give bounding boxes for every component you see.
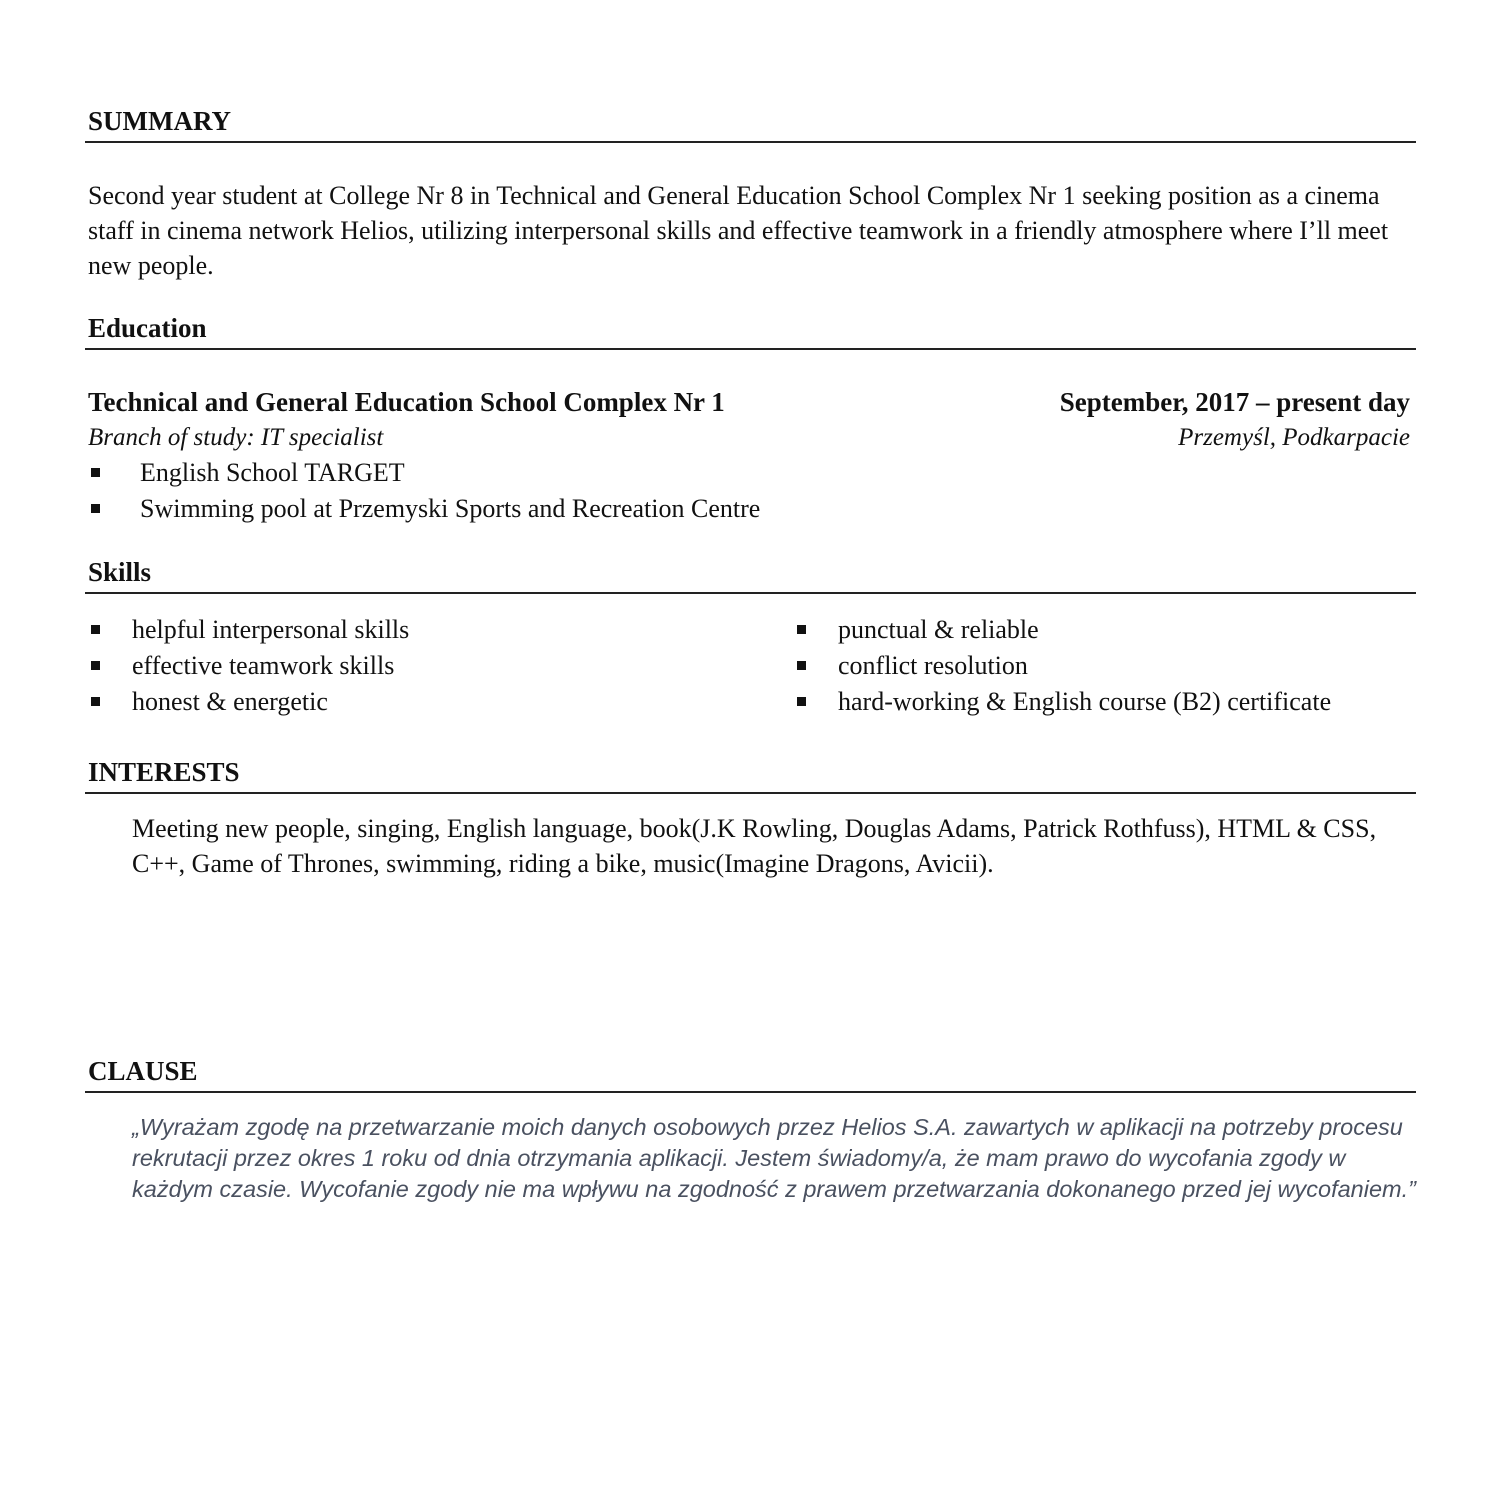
education-branch: Branch of study: IT specialist — [88, 424, 384, 451]
education-activities-list — [88, 455, 760, 527]
list-item — [794, 684, 1331, 720]
summary-text: Second year student at College Nr 8 in Technical and General Education School Complex Nr 1 seeking position as a cinema staff in cinema network Helios, utilizing interpersonal skills and effective teamwork in a friendly atmosphere where I’ll meet new people. — [88, 181, 1389, 280]
interests-heading: INTERESTS — [88, 757, 240, 787]
list-item — [88, 455, 760, 491]
bullet-square-icon — [797, 661, 806, 670]
bullet-square-icon — [797, 697, 806, 706]
list-item-text: honest & energetic — [132, 687, 328, 716]
list-item-text: punctual & reliable — [838, 615, 1039, 644]
bullet-square-icon — [91, 504, 100, 513]
bullet-square-icon — [91, 661, 100, 670]
list-item — [88, 612, 409, 648]
clause-heading: CLAUSE — [88, 1056, 198, 1086]
list-item — [88, 684, 409, 720]
interests-divider — [85, 792, 1416, 794]
list-item — [88, 491, 760, 527]
list-item-text: conflict resolution — [838, 651, 1028, 680]
education-location: Przemyśl, Podkarpacie — [1178, 424, 1410, 451]
skills-list-right — [794, 612, 1331, 720]
education-divider — [85, 348, 1416, 350]
education-heading: Education — [88, 313, 207, 343]
list-item — [794, 612, 1331, 648]
list-item-text: helpful interpersonal skills — [132, 615, 410, 644]
list-item — [794, 648, 1331, 684]
summary-divider — [85, 141, 1416, 143]
bullet-square-icon — [91, 468, 100, 477]
summary-heading: SUMMARY — [88, 106, 232, 136]
bullet-square-icon — [797, 625, 806, 634]
education-dates: September, 2017 – present day — [1059, 387, 1410, 417]
clause-text: „Wyrażam zgodę na przetwarzanie moich danych osobowych przez Helios S.A. zawartych w aplikacji na potrzeby procesu rekrutacji przez okres 1 roku od dnia otrzymania aplikacji. Jestem świadomy/a, że mam prawo do wycofania zgody w każdym czasie. Wycofanie zgody nie ma wpływu na zgodność z prawem przetwarzania dokonanego przed jej wycofaniem.” — [132, 1114, 1416, 1202]
clause-divider — [85, 1091, 1416, 1093]
list-item — [88, 648, 409, 684]
skills-heading: Skills — [88, 557, 152, 587]
list-item-text: English School TARGET — [140, 458, 405, 487]
education-school: Technical and General Education School Complex Nr 1 — [88, 387, 725, 417]
list-item-text: hard-working & English course (B2) certificate — [838, 687, 1332, 716]
bullet-square-icon — [91, 625, 100, 634]
bullet-square-icon — [91, 697, 100, 706]
interests-text: Meeting new people, singing, English language, book(J.K Rowling, Douglas Adams, Patrick Rothfuss), HTML & CSS, C++, Game of Thrones, swimming, riding a bike, music(Imagine Dragons, Avicii). — [132, 814, 1377, 878]
skills-list-left — [88, 612, 409, 720]
list-item-text: effective teamwork skills — [132, 651, 395, 680]
skills-divider — [85, 592, 1416, 594]
list-item-text: Swimming pool at Przemyski Sports and Recreation Centre — [140, 494, 761, 523]
